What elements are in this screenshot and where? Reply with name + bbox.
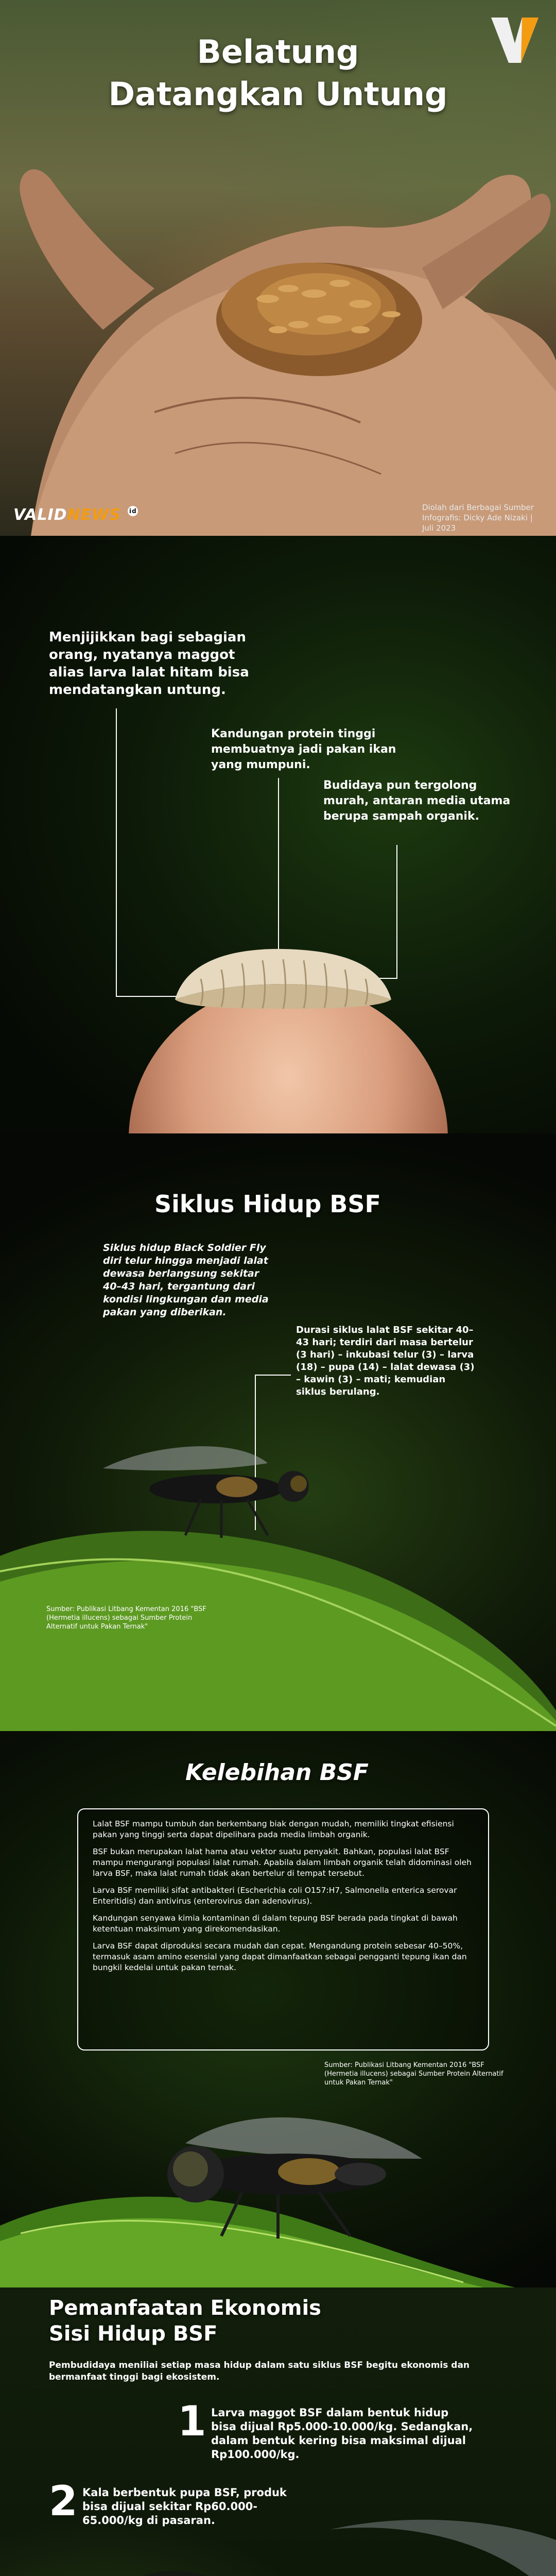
- item-number-1: 1: [178, 2397, 206, 2445]
- connector-line-1: [116, 708, 117, 997]
- kelebihan-paragraph: Larva BSF dapat diproduksi secara mudah dan cepat. Mengandung protein sebesar 40–50%, termasuk asam amino esensial yang dapat dimanfaatkan sebagai pengganti tepung ikan dan bungkil kedelai untuk pakan ternak.: [93, 1941, 467, 1972]
- kelebihan-source: Sumber: Publikasi Litbang Kementan 2016 "BSF (Hermetia illucens) sebagai Sumber Protein Alternatif untuk Pakan Ternak": [324, 2061, 503, 2087]
- maggot-larva-illustration: [165, 943, 402, 1015]
- pemanfaatan-title-line-1: Pemanfaatan Ekonomis: [49, 2296, 321, 2320]
- cover-title-line-1: Belatung: [197, 33, 359, 71]
- kelebihan-paragraph: Larva BSF memiliki sifat antibakteri (Escherichia coli O157:H7, Salmonella enterica serovar Enteritidis) dan antivirus (enterovirus dan adenovirus).: [93, 1886, 457, 1906]
- kelebihan-section: [0, 1731, 556, 2287]
- leaf-with-fly-illustration: [0, 2071, 556, 2287]
- pemanfaatan-title-line-2: Sisi Hidup BSF: [49, 2322, 218, 2346]
- credit-note: [422, 502, 546, 533]
- brand-news: NEWS: [67, 506, 121, 524]
- bsf-head-closeup-illustration: [0, 2519, 556, 2576]
- cover-section: [0, 0, 556, 536]
- kelebihan-box: [77, 1808, 489, 2050]
- pemanfaatan-title: [49, 2295, 321, 2347]
- siklus-right-text: Durasi siklus lalat BSF sekitar 40–43 hari; terdiri dari masa bertelur (3 hari) – inkubasi telur (3) – larva (18) – pupa (14) – lalat dewasa (3) – kawin (3) – mati; kemudian siklus berulang.: [296, 1325, 475, 1397]
- kelebihan-title: Kelebihan BSF: [185, 1759, 369, 1786]
- bsf-fly-side-illustration: [82, 1432, 350, 1546]
- intro-section: [0, 536, 556, 1133]
- credit-source: Diolah dari Berbagai Sumber: [422, 503, 534, 512]
- kelebihan-paragraph: Kandungan senyawa kimia kontaminan di dalam tepung BSF berada pada tingkat di bawah ketentuan maksimum yang direkomendasikan.: [93, 1913, 458, 1934]
- item-text-1: Larva maggot BSF dalam bentuk hidup bisa dijual Rp5.000-10.000/kg. Sedangkan, dalam bentuk kering bisa maksimal dijual Rp100.000/kg.: [211, 2406, 473, 2461]
- validnews-brand: [13, 506, 138, 524]
- credit-infographic: Infografis: Dicky Ade Nizaki | Juli 2023: [422, 513, 533, 533]
- intro-budidaya-text: Budidaya pun tergolong murah, antaran media utama berupa sampah organik.: [323, 779, 511, 823]
- intro-protein-text: Kandungan protein tinggi membuatnya jadi pakan ikan yang mumpuni.: [211, 727, 396, 771]
- connector-line-2: [278, 778, 279, 966]
- brand-id-badge: id: [128, 506, 138, 516]
- cover-title: [77, 31, 479, 115]
- siklus-title: Siklus Hidup BSF: [154, 1190, 381, 1218]
- kelebihan-paragraph: Lalat BSF mampu tumbuh dan berkembang biak dengan mudah, memiliki tingkat efisiensi pakan yang tinggi serta dapat dipelihara pada media limbah organik.: [93, 1819, 454, 1839]
- pemanfaatan-subtitle: Pembudidaya meniliai setiap masa hidup dalam satu siklus BSF begitu ekonomis dan bermanfaat tinggi bagi ekosistem.: [49, 2360, 470, 2382]
- item-number-2: 2: [49, 2477, 78, 2525]
- siklus-left-text: Siklus hidup Black Soldier Fly diri telur hingga menjadi lalat dewasa berlangsung sekitar 40–43 hari, tergantung dari kondisi lingkungan dan media pakan yang diberikan.: [103, 1242, 269, 1318]
- siklus-section: [0, 1133, 556, 1731]
- validnews-v-logo-icon: [489, 14, 541, 66]
- cover-title-line-2: Datangkan Untung: [108, 75, 448, 113]
- pemanfaatan-section: [0, 2287, 556, 2576]
- kelebihan-paragraph: BSF bukan merupakan lalat hama atau vektor suatu penyakit. Bahkan, populasi lalat BSF mampu mengurangi populasi lalat rumah. Apabila dalam limbah organik telah didominasi oleh larva BSF, maka lalat rumah tidak akan bertelur di tempat tersebut.: [93, 1847, 472, 1878]
- brand-valid: VALID: [13, 506, 67, 524]
- siklus-connector-horizontal: [255, 1375, 291, 1376]
- intro-main-text: Menjijikkan bagi sebagian orang, nyatanya maggot alias larva lalat hitam bisa mendatangkan untung.: [49, 630, 249, 698]
- item-text-2: Kala berbentuk pupa BSF, produk bisa dijual sekitar Rp60.000-65.000/kg di pasaran.: [82, 2486, 287, 2527]
- siklus-source: Sumber: Publikasi Litbang Kementan 2016 "BSF (Hermetia illucens) sebagai Sumber Protein Alternatif untuk Pakan Ternak": [46, 1605, 206, 1631]
